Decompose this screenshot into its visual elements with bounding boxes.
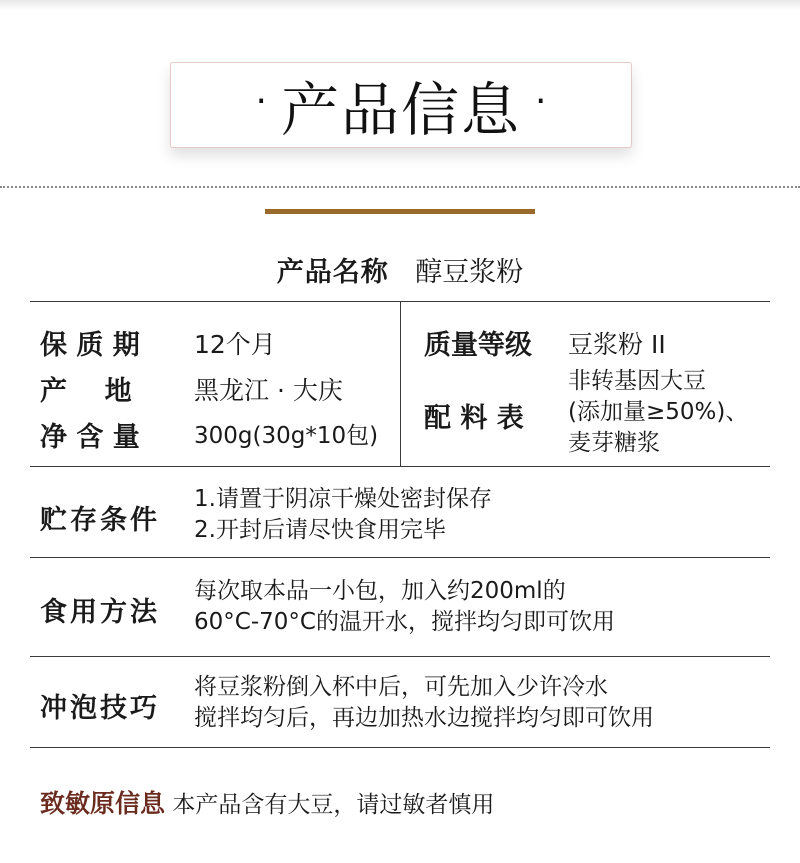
title-dot-right: · (535, 80, 547, 122)
ingredients-label: 配 料 表 (424, 403, 524, 434)
shelf-life-value: 12个月 (194, 330, 276, 359)
divider-usage (30, 557, 770, 558)
allergen-row (40, 784, 494, 820)
title-banner (170, 62, 632, 148)
divider-brewing (30, 656, 770, 657)
brewing-tips-line-1: 将豆浆粉倒入杯中后，可先加入少许冷水 (194, 674, 608, 700)
storage-line-2: 2.开封后请尽快食用完毕 (194, 517, 446, 543)
quality-grade-value: 豆浆粉 II (568, 330, 666, 359)
ingredients-line-2: (添加量≥50%)、 (568, 399, 749, 425)
product-name-value: 醇豆浆粉 (415, 257, 524, 288)
net-content-value: 300g(30g*10包) (194, 423, 379, 449)
origin-label: 产 地 (40, 376, 132, 407)
brewing-tips-line-2: 搅拌均匀后，再边加热水边搅拌均匀即可饮用 (194, 705, 654, 731)
usage-label: 食用方法 (40, 597, 160, 628)
product-name-row (0, 250, 800, 289)
ingredients-line-1: 非转基因大豆 (568, 368, 706, 394)
page-title: 产品信息 (280, 76, 521, 144)
quality-grade-label: 质量等级 (424, 330, 532, 361)
origin-value: 黑龙江 · 大庆 (194, 376, 343, 405)
allergen-value: 本产品含有大豆，请过敏者慎用 (172, 792, 495, 818)
storage-line-1: 1.请置于阴凉干燥处密封保存 (194, 486, 492, 512)
gold-accent-bar (265, 209, 535, 214)
product-name-label: 产品名称 (276, 257, 389, 288)
usage-line-1: 每次取本品一小包，加入约200ml的 (194, 578, 566, 604)
title-dot-left: · (255, 80, 267, 122)
storage-label: 贮存条件 (40, 505, 160, 536)
dotted-divider (0, 186, 800, 188)
table-column-divider (400, 302, 401, 466)
shelf-life-label: 保 质 期 (40, 330, 140, 361)
usage-line-2: 60°C-70°C的温开水，搅拌均匀即可饮用 (194, 609, 615, 635)
brewing-tips-label: 冲泡技巧 (40, 693, 160, 724)
divider-storage (30, 466, 770, 467)
allergen-label: 致敏原信息 (40, 789, 166, 818)
table-bottom-border (30, 747, 770, 748)
ingredients-line-3: 麦芽糖浆 (568, 430, 660, 456)
net-content-label: 净 含 量 (40, 422, 140, 453)
top-shadow (0, 0, 800, 10)
